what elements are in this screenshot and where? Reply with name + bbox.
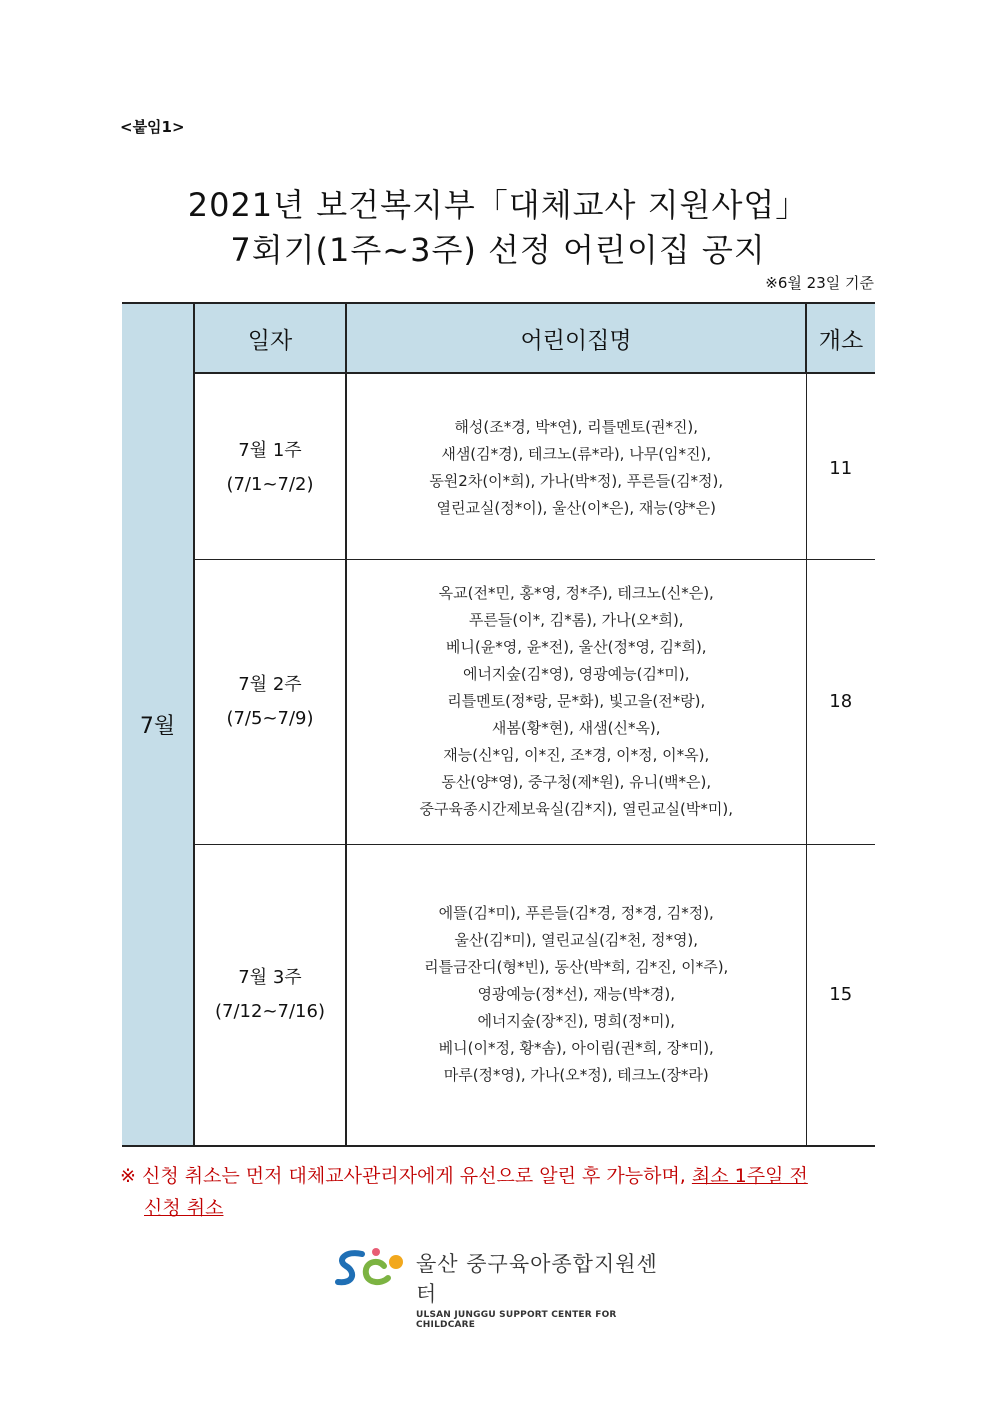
month-cell: 7월 xyxy=(122,303,194,1146)
name-line: 에너지숲(김*영), 영광예능(김*미), xyxy=(462,665,690,683)
attachment-label: <붙임1> xyxy=(120,118,185,136)
table-row xyxy=(122,559,875,844)
notice-text: ※ 신청 취소는 먼저 대체교사관리자에게 유선으로 알린 후 가능하며, xyxy=(120,1165,692,1187)
table-row xyxy=(122,378,875,559)
count-cell: 18 xyxy=(806,559,875,844)
week-range: (7/1~7/2) xyxy=(226,474,314,496)
name-line: 새봄(황*현), 새샘(신*옥), xyxy=(491,719,661,737)
name-line: 영광예능(정*선), 재능(박*경), xyxy=(477,985,676,1004)
title-line-2: 7회기(1주~3주) 선정 어린이집 공지 xyxy=(230,231,766,269)
name-line: 베니(윤*영, 윤*전), 울산(정*영, 김*희), xyxy=(445,638,707,656)
logo-english-name: ULSAN JUNGGU SUPPORT CENTER FOR CHILDCARE xyxy=(416,1310,617,1330)
name-line: 중구육종시간제보육실(김*지), 열린교실(박*미), xyxy=(419,800,734,818)
name-line: 푸른들(이*, 김*롬), 가나(오*희), xyxy=(468,611,684,629)
week-cell xyxy=(194,844,346,1146)
table-row xyxy=(122,844,875,1146)
name-line: 베니(이*정, 황*솜), 아이림(권*희, 장*미), xyxy=(438,1039,714,1058)
count-cell: 11 xyxy=(806,378,875,559)
name-line: 옥교(전*민, 홍*영, 정*주), 테크노(신*은), xyxy=(438,584,714,602)
notice-underlined-2: 신청 취소 xyxy=(144,1197,224,1219)
name-line: 해성(조*경, 박*연), 리틀멘토(권*진), xyxy=(454,418,699,437)
title-line-1: 2021년 보건복지부「대체교사 지원사업」 xyxy=(187,186,809,224)
header-count: 개소 xyxy=(806,303,875,373)
header-name: 어린이집명 xyxy=(346,303,806,373)
name-line: 동산(양*영), 중구청(제*원), 유니(백*은), xyxy=(441,773,712,791)
week-label: 7월 2주 xyxy=(238,673,302,695)
week-label: 7월 3주 xyxy=(238,966,302,988)
center-logo xyxy=(332,1244,662,1330)
name-line: 울산(김*미), 열린교실(김*천, 정*영), xyxy=(454,931,699,950)
name-line: 마루(정*영), 가나(오*정), 테크노(장*라) xyxy=(443,1066,709,1085)
week-range: (7/5~7/9) xyxy=(226,707,314,729)
name-line: 새샘(김*경), 테크노(류*라), 나무(임*진), xyxy=(441,445,712,464)
name-line: 에뜰(김*미), 푸른들(김*경, 정*경, 김*정), xyxy=(438,904,714,923)
week-cell xyxy=(194,559,346,844)
header-date: 일자 xyxy=(194,303,346,373)
notice-underlined-1: 최소 1주일 전 xyxy=(691,1165,808,1187)
daycare-names xyxy=(346,844,806,1146)
basis-date: ※6월 23일 기준 xyxy=(765,274,874,292)
week-label: 7월 1주 xyxy=(238,440,302,462)
name-line: 열린교실(정*이), 울산(이*은), 재능(양*은) xyxy=(436,499,717,518)
name-line: 리틀금잔디(형*빈), 동산(박*희, 김*진, 이*주), xyxy=(424,958,729,977)
name-line: 재능(신*임, 이*진, 조*경, 이*정, 이*옥), xyxy=(443,746,710,764)
daycare-names xyxy=(346,378,806,559)
count-cell: 15 xyxy=(806,844,875,1146)
daycare-names xyxy=(346,559,806,844)
selection-table xyxy=(122,302,875,1147)
week-range: (7/12~7/16) xyxy=(215,1000,325,1022)
week-cell xyxy=(194,378,346,559)
name-line: 리틀멘토(정*랑, 문*화), 빛고을(전*랑), xyxy=(447,692,706,710)
cancellation-notice xyxy=(120,1160,875,1224)
name-line: 에너지숲(장*진), 명희(정*미), xyxy=(477,1012,676,1031)
logo-korean-name: 울산 중구육아종합지원센터 xyxy=(416,1252,658,1306)
center-logo-icon xyxy=(332,1244,412,1292)
name-line: 동원2차(이*희), 가나(박*정), 푸른들(김*정), xyxy=(429,472,724,491)
